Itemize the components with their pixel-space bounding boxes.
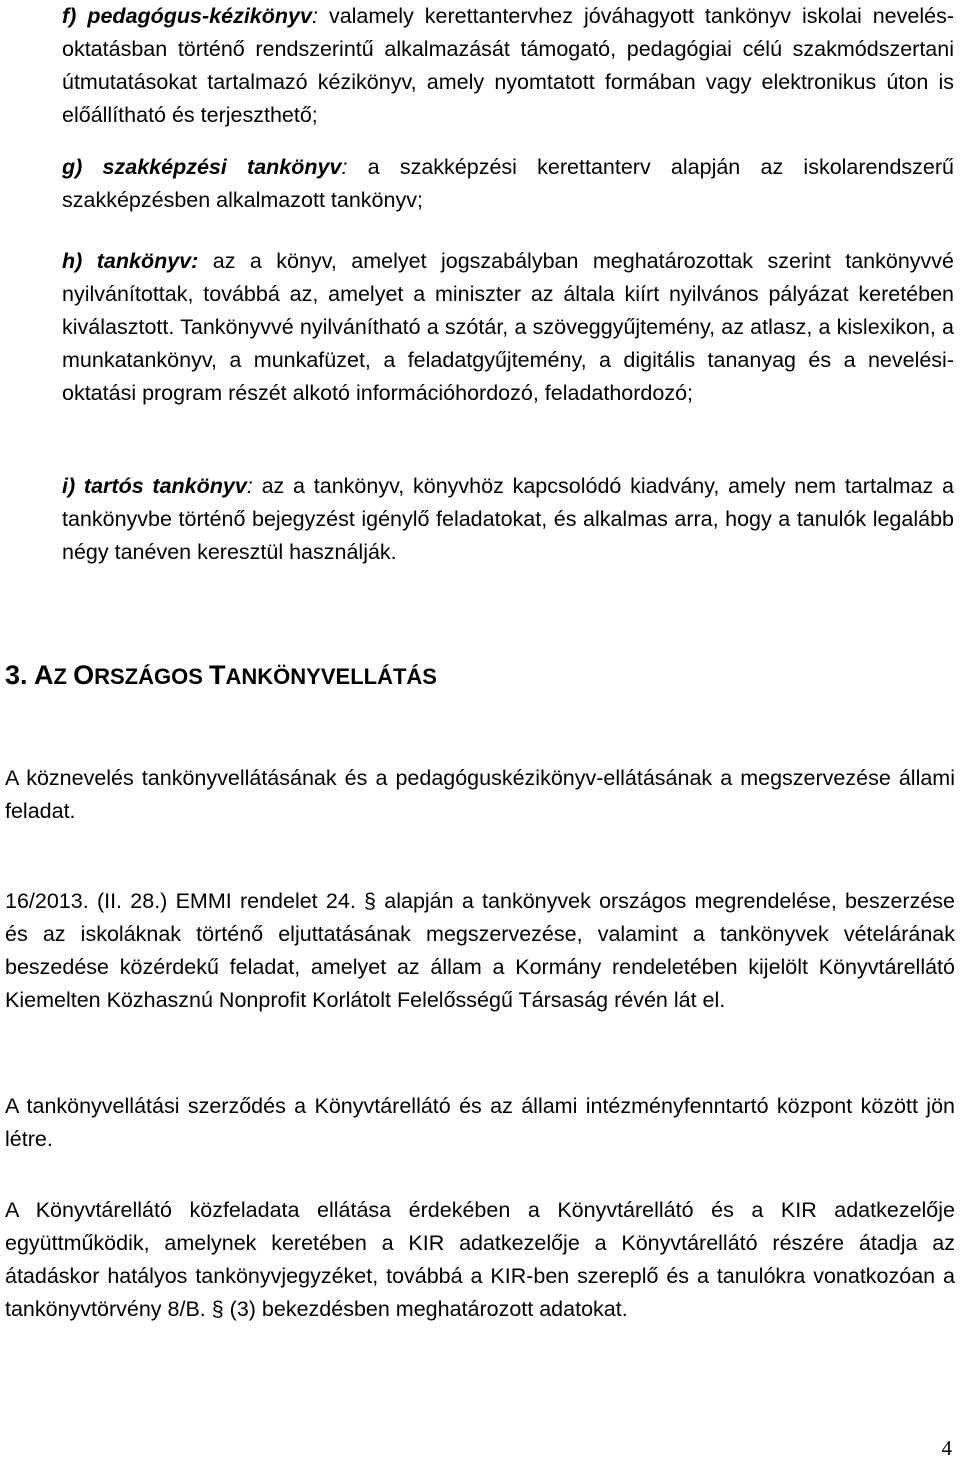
definition-term: i) tartós tankönyv — [62, 474, 247, 498]
definition-term: h) tankönyv: — [62, 249, 199, 273]
paragraph-3: A tankönyvellátási szerződés a Könyvtárellátó és az állami intézményfenntartó központ között jön létre. — [5, 1094, 955, 1151]
definition-g: g) szakképzési tankönyv: a szakképzési kerettanterv alapján az iskolarendszerű szakképzésben alkalmazott tankönyv; — [62, 155, 954, 212]
definition-text: az a tankönyv, könyvhöz kapcsolódó kiadvány, amely nem tartalmaz a tankönyvbe történő bejegyzést igénylő feladatokat, és alkalmas arra, hogy a tanulók legalább négy tanéven keresztül használják. — [62, 474, 954, 564]
paragraph-2: 16/2013. (II. 28.) EMMI rendelet 24. § alapján a tankönyvek országos megrendelése, beszerzése és az iskoláknak történő eljuttatásának megszervezése, valamint a tankönyvek vételárának beszedése közérdekű feladat, amelyet az állam a Kormány rendeletében kijelölt Könyvtárellátó Kiemelten Közhasznú Nonprofit Korlátolt Felelősségű Társaság révén lát el. — [5, 889, 955, 1012]
definition-f: f) pedagógus-kézikönyv: valamely kerettantervhez jóváhagyott tankönyv iskolai nevelés-oktatásban történő rendszerintű alkalmazását támogató, pedagógiai célú szakmódszertani útmutatásokat tartalmazó kézikönyv, amely nyomtatott formában vagy elektronikus úton is előállítható és terjeszthető; — [62, 4, 954, 127]
page-number: 4 — [941, 1436, 952, 1460]
definition-text: az a könyv, amelyet jogszabályban meghatározottak szerint tankönyvvé nyilvánítottak, továbbá az, amelyet a miniszter az általa kiírt nyilvános pályázat keretében kiválasztott. Tankönyvvé nyilvánítható a szótár, a szöveggyűjtemény, az atlasz, a kislexikon, a munkatankönyv, a munkafüzet, a feladatgyűjtemény, a digitális tananyag és a nevelési-oktatási program részét alkotó információhordozó, feladathordozó; — [62, 249, 955, 405]
definition-i: i) tartós tankönyv: az a tankönyv, könyvhöz kapcsolódó kiadvány, amely nem tartalmaz a tankönyvbe történő bejegyzést igénylő feladatokat, és alkalmas arra, hogy a tanulók legalább négy tanéven keresztül használják. — [62, 474, 954, 564]
paragraph-1: A köznevelés tankönyvellátásának és a pedagóguskézikönyv-ellátásának a megszervezése állami feladat. — [5, 766, 955, 823]
paragraph-4: A Könyvtárellátó közfeladata ellátása érdekében a Könyvtárellátó és a KIR adatkezelője együttműködik, amelynek keretében a KIR adatkezelője a Könyvtárellátó részére átadja az átadáskor hatályos tankönyvjegyzéket, továbbá a KIR-ben szereplő és a tanulókra vonatkozóan a tankönyvtörvény 8/B. § (3) bekezdésben meghatározott adatokat. — [5, 1198, 955, 1321]
section-heading: 3. AZ ORSZÁGOS TANKÖNYVELLÁTÁS — [5, 660, 437, 690]
definition-text: a szakképzési kerettanterv alapján az iskolarendszerű szakképzésben alkalmazott tankönyv; — [62, 155, 954, 212]
definition-term: f) pedagógus-kézikönyv — [62, 4, 312, 28]
definition-text: valamely kerettantervhez jóváhagyott tankönyv iskolai nevelés-oktatásban történő rendszerintű alkalmazását támogató, pedagógiai célú szakmódszertani útmutatásokat tartalmazó kézikönyv, amely nyomtatott formában vagy elektronikus úton is előállítható és terjeszthető; — [62, 4, 954, 127]
definition-term: g) szakképzési tankönyv — [62, 155, 342, 179]
definition-h — [62, 245, 954, 410]
